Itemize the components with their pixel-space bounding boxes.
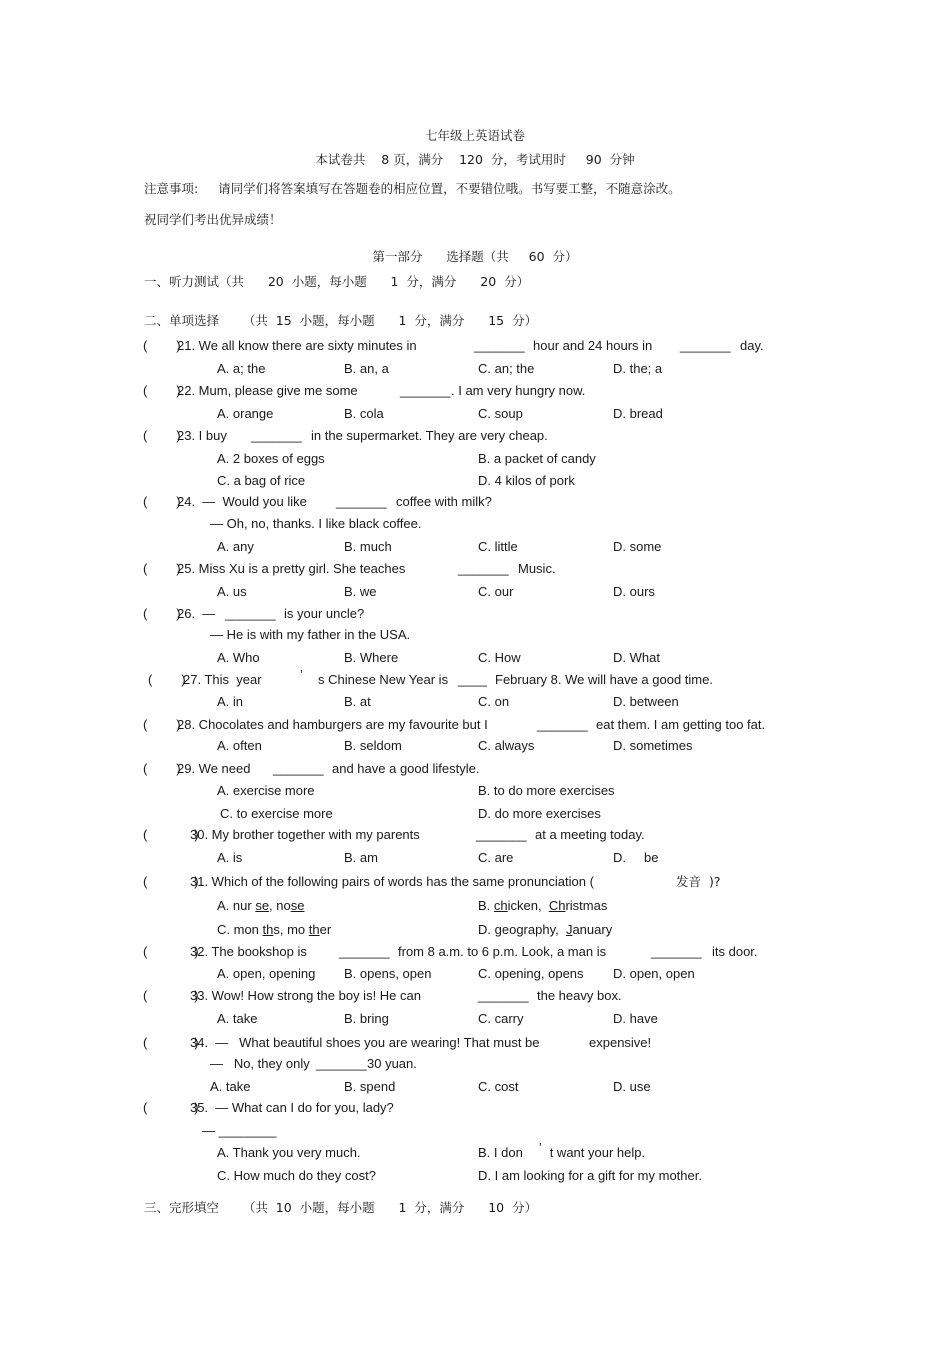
answer-bracket: ( ) bbox=[143, 494, 181, 509]
option-a: A. Who bbox=[217, 650, 260, 665]
question-stem: s Chinese New Year is bbox=[318, 672, 449, 687]
question-stem: hour and 24 hours in bbox=[533, 338, 653, 353]
option-b: B. chicken, Christmas bbox=[478, 898, 608, 913]
blank: _______ bbox=[537, 717, 588, 732]
answer-bracket: ( ) bbox=[143, 606, 181, 621]
question-stem: 30. My brother together with my parents bbox=[190, 827, 420, 842]
question-stem: 35. — What can I do for you, lady? bbox=[190, 1100, 394, 1115]
option-d: D. the; a bbox=[613, 361, 663, 376]
option-d: D. some bbox=[613, 539, 662, 554]
option-c: C. a bag of rice bbox=[217, 473, 306, 488]
question-stem: February 8. We will have a good time. bbox=[495, 672, 713, 687]
option-a: A. nur se, nose bbox=[217, 898, 305, 913]
question-stem: 25. Miss Xu is a pretty girl. She teaches bbox=[177, 561, 406, 576]
question-stem: coffee with milk? bbox=[396, 494, 492, 509]
option-a: A. us bbox=[217, 584, 247, 599]
option-a: A. a; the bbox=[217, 361, 266, 376]
option-d: D. ours bbox=[613, 584, 655, 599]
answer-bracket: ( ) bbox=[143, 717, 181, 732]
option-b: B. opens, open bbox=[344, 966, 432, 981]
option-c: C. cost bbox=[478, 1079, 519, 1094]
option-a: A. open, opening bbox=[217, 966, 316, 981]
answer-bracket: ( ) bbox=[143, 1035, 199, 1050]
option-c: C. mon ths, mo ther bbox=[217, 922, 332, 937]
answer-bracket: ( ) bbox=[148, 672, 186, 687]
option-b: B. at bbox=[344, 694, 371, 709]
blank: _______ bbox=[474, 338, 525, 353]
answer-bracket: ( ) bbox=[143, 827, 199, 842]
blank: _______ bbox=[316, 1056, 367, 1071]
option-b: B. an, a bbox=[344, 361, 389, 376]
option-d: D. What bbox=[613, 650, 660, 665]
blank: ____ bbox=[458, 672, 487, 687]
question-stem: expensive! bbox=[589, 1035, 652, 1050]
question-stem: 26. — bbox=[177, 606, 216, 621]
question-stem: day. bbox=[740, 338, 764, 353]
option-b: B. bring bbox=[344, 1011, 389, 1026]
exam-info: 本试卷共 8 页，满分 120 分，考试用时 90 分钟 bbox=[315, 152, 635, 167]
option-d: D. bread bbox=[613, 406, 663, 421]
question-stem: 23. I buy bbox=[177, 428, 227, 443]
option-c: C. on bbox=[478, 694, 510, 709]
option-a: A. often bbox=[217, 738, 262, 753]
question-stem: 32. The bookshop is bbox=[190, 944, 307, 959]
question-stem: 29. We need bbox=[177, 761, 251, 776]
option-d: D. geography, January bbox=[478, 922, 613, 937]
option-b: B. we bbox=[344, 584, 377, 599]
question-stem: 33. Wow! How strong the boy is! He can bbox=[190, 988, 421, 1003]
answer-bracket: ( ) bbox=[143, 874, 199, 889]
option-a: A. Thank you very much. bbox=[217, 1145, 361, 1160]
answer-bracket: ( ) bbox=[143, 428, 181, 443]
blank: _______ bbox=[680, 338, 731, 353]
wish: 祝同学们考出优异成绩！ bbox=[144, 212, 282, 227]
option-d: D. 4 kilos of pork bbox=[478, 473, 575, 488]
question-stem: . I am very hungry now. bbox=[451, 383, 586, 398]
option-c: C. opening, opens bbox=[478, 966, 584, 981]
option-d: D. use bbox=[613, 1079, 651, 1094]
exam-title: 七年级上英语试卷 bbox=[424, 128, 525, 143]
option-d: D. open, open bbox=[613, 966, 695, 981]
answer-bracket: ( ) bbox=[143, 1100, 199, 1115]
question-stem: is your uncle? bbox=[284, 606, 365, 621]
option-d: D. be bbox=[613, 850, 659, 865]
option-a: A. orange bbox=[217, 406, 274, 421]
question-reply: — ________ bbox=[202, 1123, 277, 1138]
section-cloze: 三、完形填空 （共 10 小题，每小题 1 分，满分 10 分） bbox=[144, 1200, 538, 1215]
blank: _______ bbox=[251, 428, 302, 443]
question-stem: 22. Mum, please give me some bbox=[177, 383, 358, 398]
blank: _______ bbox=[336, 494, 387, 509]
option-d: D. have bbox=[613, 1011, 658, 1026]
question-reply: — He is with my father in the USA. bbox=[210, 627, 411, 642]
question-reply: — Oh, no, thanks. I like black coffee. bbox=[210, 516, 422, 531]
option-a: A. in bbox=[217, 694, 244, 709]
question-stem: 31. Which of the following pairs of words has the same pronunciation ( bbox=[190, 874, 594, 889]
option-c: C. little bbox=[478, 539, 518, 554]
answer-bracket: ( ) bbox=[143, 338, 181, 353]
question-stem: 34. — What beautiful shoes you are wearing! That must be bbox=[190, 1035, 540, 1050]
option-d: D. sometimes bbox=[613, 738, 693, 753]
part1-title: 第一部分 选择题（共 60 分） bbox=[372, 249, 578, 264]
option-d: D. do more exercises bbox=[478, 806, 601, 821]
apostrophe: ’ bbox=[300, 667, 303, 682]
question-reply: — No, they only bbox=[210, 1056, 310, 1071]
blank: _______ bbox=[458, 561, 509, 576]
option-c: C. are bbox=[478, 850, 514, 865]
question-reply: 30 yuan. bbox=[367, 1056, 417, 1071]
option-b: B. cola bbox=[344, 406, 384, 421]
option-b: B. spend bbox=[344, 1079, 396, 1094]
answer-bracket: ( ) bbox=[143, 383, 181, 398]
section-single-choice: 二、单项选择 （共 15 小题，每小题 1 分，满分 15 分） bbox=[144, 313, 538, 328]
question-stem: the heavy box. bbox=[537, 988, 622, 1003]
option-b: B. a packet of candy bbox=[478, 451, 596, 466]
question-stem: 发音 )? bbox=[676, 874, 721, 889]
option-d: D. I am looking for a gift for my mother. bbox=[478, 1168, 702, 1183]
option-a: A. is bbox=[217, 850, 243, 865]
option-a: A. take bbox=[210, 1079, 251, 1094]
option-a: A. 2 boxes of eggs bbox=[217, 451, 325, 466]
option-c: C. carry bbox=[478, 1011, 524, 1026]
option-a: A. exercise more bbox=[217, 783, 315, 798]
option-b: B. Where bbox=[344, 650, 399, 665]
section-listening: 一、听力测试（共 20 小题，每小题 1 分，满分 20 分） bbox=[144, 274, 530, 289]
question-stem: at a meeting today. bbox=[535, 827, 645, 842]
blank: _______ bbox=[476, 827, 527, 842]
answer-bracket: ( ) bbox=[143, 761, 181, 776]
question-stem: 21. We all know there are sixty minutes in bbox=[177, 338, 417, 353]
question-stem: from 8 a.m. to 6 p.m. Look, a man is bbox=[398, 944, 607, 959]
blank: _______ bbox=[339, 944, 390, 959]
option-c: C. to exercise more bbox=[220, 806, 333, 821]
option-c: C. soup bbox=[478, 406, 523, 421]
answer-bracket: ( ) bbox=[143, 944, 199, 959]
question-stem: 27. This year bbox=[183, 672, 262, 687]
question-stem: Music. bbox=[518, 561, 556, 576]
option-b: B. seldom bbox=[344, 738, 402, 753]
option-b: B. am bbox=[344, 850, 378, 865]
blank: _______ bbox=[400, 383, 451, 398]
option-a: A. any bbox=[217, 539, 254, 554]
option-b: B. much bbox=[344, 539, 392, 554]
blank: _______ bbox=[651, 944, 702, 959]
option-d: D. between bbox=[613, 694, 679, 709]
question-stem: in the supermarket. They are very cheap. bbox=[311, 428, 548, 443]
blank: _______ bbox=[225, 606, 276, 621]
question-stem: eat them. I am getting too fat. bbox=[596, 717, 766, 732]
option-c: C. our bbox=[478, 584, 514, 599]
question-stem: its door. bbox=[712, 944, 758, 959]
question-stem: and have a good lifestyle. bbox=[332, 761, 480, 776]
blank: _______ bbox=[478, 988, 529, 1003]
option-c: C. How much do they cost? bbox=[217, 1168, 376, 1183]
option-b: B. I don ’ t want your help. bbox=[478, 1140, 646, 1160]
option-c: C. How bbox=[478, 650, 521, 665]
question-stem: 24. — Would you like bbox=[177, 494, 307, 509]
answer-bracket: ( ) bbox=[143, 988, 199, 1003]
option-a: A. take bbox=[217, 1011, 258, 1026]
option-c: C. always bbox=[478, 738, 535, 753]
question-stem: 28. Chocolates and hamburgers are my favourite but I bbox=[177, 717, 488, 732]
option-c: C. an; the bbox=[478, 361, 535, 376]
notice: 注意事项: 请同学们将答案填写在答题卷的相应位置，不要错位哦。书写要工整，不随意涂改。 bbox=[144, 181, 681, 196]
blank: _______ bbox=[273, 761, 324, 776]
answer-bracket: ( ) bbox=[143, 561, 181, 576]
option-b: B. to do more exercises bbox=[478, 783, 615, 798]
